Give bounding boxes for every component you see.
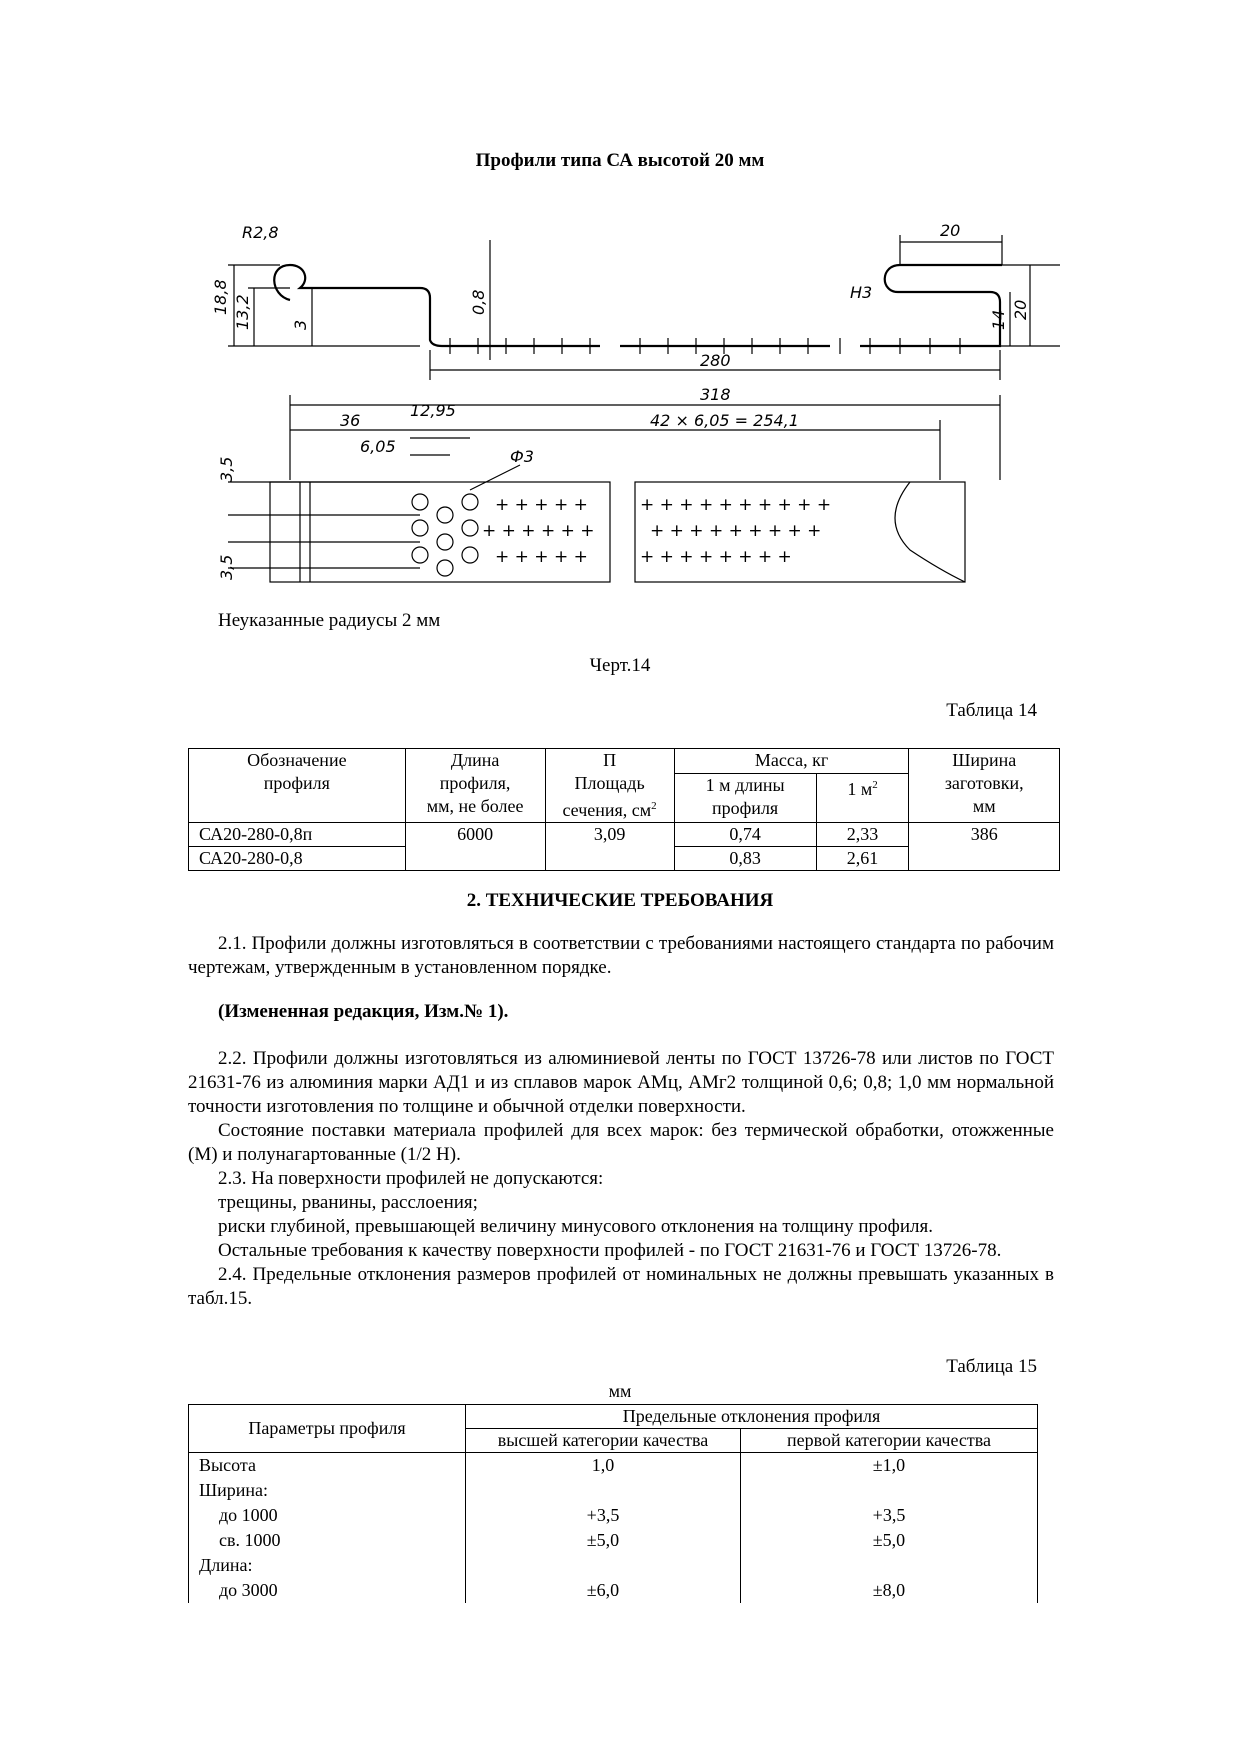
th-mass-length: 1 м длины профиля [674, 774, 816, 823]
dim-20-top: 20 [940, 221, 961, 240]
svg-text:+ + + + + + + + +: + + + + + + + + + [650, 521, 822, 541]
dim-3: 3 [291, 319, 310, 330]
dim-6-05: 6,05 [360, 437, 396, 456]
th-designation: Обозначение профиля [189, 749, 406, 823]
dim-14: 14 [989, 309, 1008, 330]
profile-drawing [211, 220, 1040, 610]
edit-note: (Измененная редакция, Изм.№ 1). [218, 1001, 509, 1022]
section-heading: 2. ТЕХНИЧЕСКИЕ ТРЕБОВАНИЯ [466, 890, 774, 911]
dim-0-8: 0,8 [469, 289, 488, 315]
table-row: СА20-280-0,8 0,83 2,61 [189, 847, 1060, 871]
dim-280: 280 [700, 351, 731, 370]
dim-3-5-top: 3,5 [217, 456, 236, 482]
figure-caption: Черт.14 [589, 655, 651, 676]
dim-r28: R2,8 [242, 223, 279, 242]
table-15 [188, 1404, 1038, 1603]
dim-13-2: 13,2 [233, 294, 252, 330]
dim-20-right: 20 [1011, 299, 1030, 320]
dim-318: 318 [700, 385, 731, 404]
table-row: Ширина: до 1000 св. 1000 +3,5 ±5,0 +3,5 ±5,0 [189, 1478, 1038, 1553]
th-first-category: первой категории качества [741, 1429, 1038, 1453]
paragraphs-2-2-to-2-4: 2.2. Профили должны изготовляться из алюминиевой ленты по ГОСТ 13726-78 или листов по ГОСТ 21631-76 из алюминия марки АД1 и из сплавов марок АМц, АМг2 толщиной 0,6; 0,8; 1,0 мм нормальной точности изготовления по толщине и обычной отделки поверхности. Состояние поставки материала профилей для всех марок: без термической обработки, отожженные (М) и полунагартованные (1/2 Н). 2.3. На поверхности профилей не допускаются: трещины, рванины, расслоения; риски глубиной, превышающей величину минусового отклонения на толщину профиля. Остальные требования к качеству поверхности профилей - по ГОСТ 21631-76 и ГОСТ 13726-78. 2.4. Предельные отклонения размеров профилей от номинальных не должны превышать указанных в табл.15. [188, 1048, 1054, 1309]
svg-text:+ + + + + + + +: + + + + + + + + [640, 547, 792, 567]
dim-pitch: 42 × 6,05 = 254,1 [650, 411, 799, 430]
svg-text:+ + + + + + + + + +: + + + + + + + + + + [640, 495, 832, 515]
th-mass-area: 1 $м^2$ [816, 774, 909, 823]
th-deviations: Предельные отклонения профиля [466, 1405, 1038, 1429]
dim-18-8: 18,8 [211, 279, 230, 315]
dim-12-95: 12,95 [410, 401, 456, 420]
svg-text:+ + + + + +: + + + + + + [482, 521, 595, 541]
dim-36: 36 [340, 411, 361, 430]
th-area: П Площадь сечения, $см^2$ [545, 749, 674, 823]
th-mass: Масса, кг [674, 749, 909, 774]
table15-label: Таблица 15 [946, 1356, 1037, 1377]
paragraph-2-1: 2.1. Профили должны изготовляться в соответствии с требованиями настоящего стандарта по рабочим чертежам, утвержденным в установленном порядке. [188, 933, 1054, 978]
drawing-title: Профили типа СА высотой 20 мм [475, 150, 765, 171]
th-width: Ширина заготовки, мм [909, 749, 1060, 823]
th-highest-category: высшей категории качества [466, 1429, 741, 1453]
table-row: Длина: до 3000 ±6,0 ±8,0 [189, 1553, 1038, 1603]
dim-3-5-bottom: 3,5 [217, 554, 236, 580]
dim-hole: Ф3 [510, 447, 534, 466]
plus-marks: + + + + + [495, 495, 588, 515]
table-14 [188, 748, 1060, 871]
table-row: Высота 1,0 ±1,0 [189, 1453, 1038, 1479]
table-row: СА20-280-0,8п 6000 3,09 0,74 2,33 386 [189, 823, 1060, 847]
profile-outline [274, 265, 830, 346]
dim-h3: Н3 [850, 283, 873, 302]
table15-unit: мм [608, 1381, 632, 1401]
th-length: Длина профиля, мм, не более [405, 749, 545, 823]
drawing-note: Неуказанные радиусы 2 мм [218, 610, 441, 631]
th-parameters: Параметры профиля [189, 1405, 466, 1453]
table14-label: Таблица 14 [946, 700, 1037, 721]
svg-text:+ + + + +: + + + + + [495, 547, 588, 567]
